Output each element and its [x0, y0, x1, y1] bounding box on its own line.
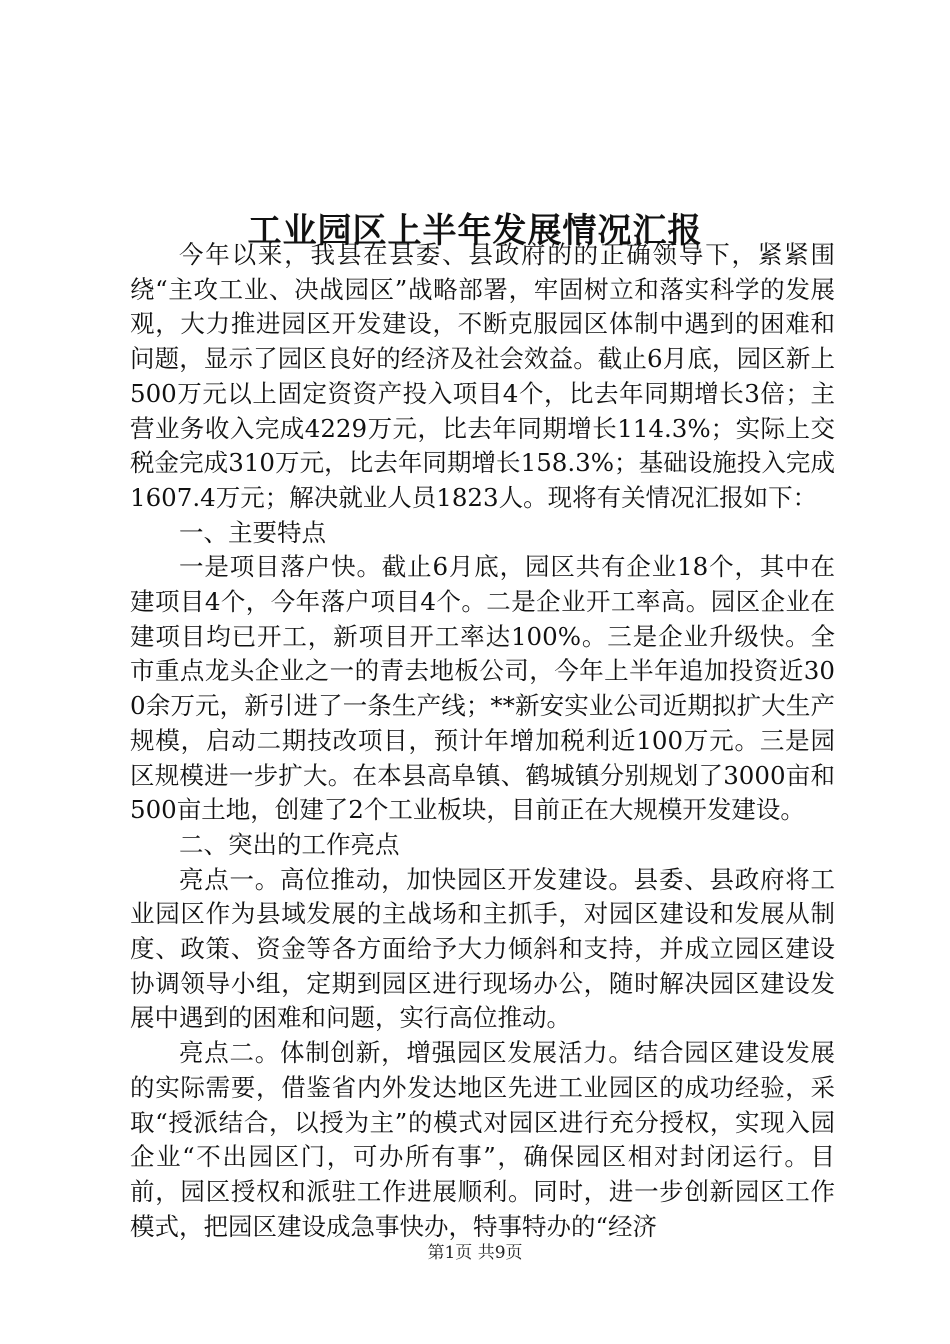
page-footer: 第1页 共9页: [427, 1243, 523, 1263]
body-paragraph: 亮点二。体制创新，增强园区发展活力。结合园区建设发展的实际需要，借鉴省内外发达地区先进工业园区的成功经验，采取“授派结合，以授为主”的模式对园区进行充分授权，实现入园企业“不出园区门，可办所有事”，确保园区相对封闭运行。目前，园区授权和派驻工作进展顺利。同时，进一步创新园区工作模式，把园区建设成急事快办，特事特办的“经济: [130, 1038, 835, 1241]
body-paragraph: 今年以来，我县在县委、县政府的的正确领导下，紧紧围绕“主攻工业、决战园区”战略部署，牢固树立和落实科学的发展观，大力推进园区开发建设，不断克服园区体制中遇到的困难和问题，显示了园区良好的经济及社会效益。截止6月底，园区新上500万元以上固定资资产投入项目4个，比去年同期增长3倍；主营业务收入完成4229万元，比去年同期增长114.3%；实际上交税金完成310万元，比去年同期增长158.3%；基础设施投入完成1607.4万元；解决就业人员1823人。现将有关情况汇报如下：: [130, 240, 835, 512]
body-paragraph: 亮点一。高位推动，加快园区开发建设。县委、县政府将工业园区作为县域发展的主战场和主抓手，对园区建设和发展从制度、政策、资金等各方面给予大力倾斜和支持，并成立园区建设协调领导小组，定期到园区进行现场办公，随时解决园区建设发展中遇到的困难和问题，实行高位推动。: [130, 864, 835, 1033]
body-paragraph: 一是项目落户快。截止6月底，园区共有企业18个，其中在建项目4个，今年落户项目4个。二是企业开工率高。园区企业在建项目均已开工，新项目开工率达100%。三是企业升级快。全市重点龙头企业之一的青去地板公司，今年上半年追加投资近300余万元，新引进了一条生产线；**新安实业公司近期拟扩大生产规模，启动二期技改项目，预计年增加税利近100万元。三是园区规模进一步扩大。在本县高阜镇、鹤城镇分别规划了3000亩和500亩土地，创建了2个工业板块，目前正在大规模开发建设。: [130, 552, 835, 825]
section-heading: 二、突出的工作亮点: [179, 829, 400, 859]
document-title: 工业园区上半年发展情况汇报: [247, 210, 703, 251]
document-body: [130, 238, 835, 1244]
section-heading: 一、主要特点: [179, 517, 326, 547]
